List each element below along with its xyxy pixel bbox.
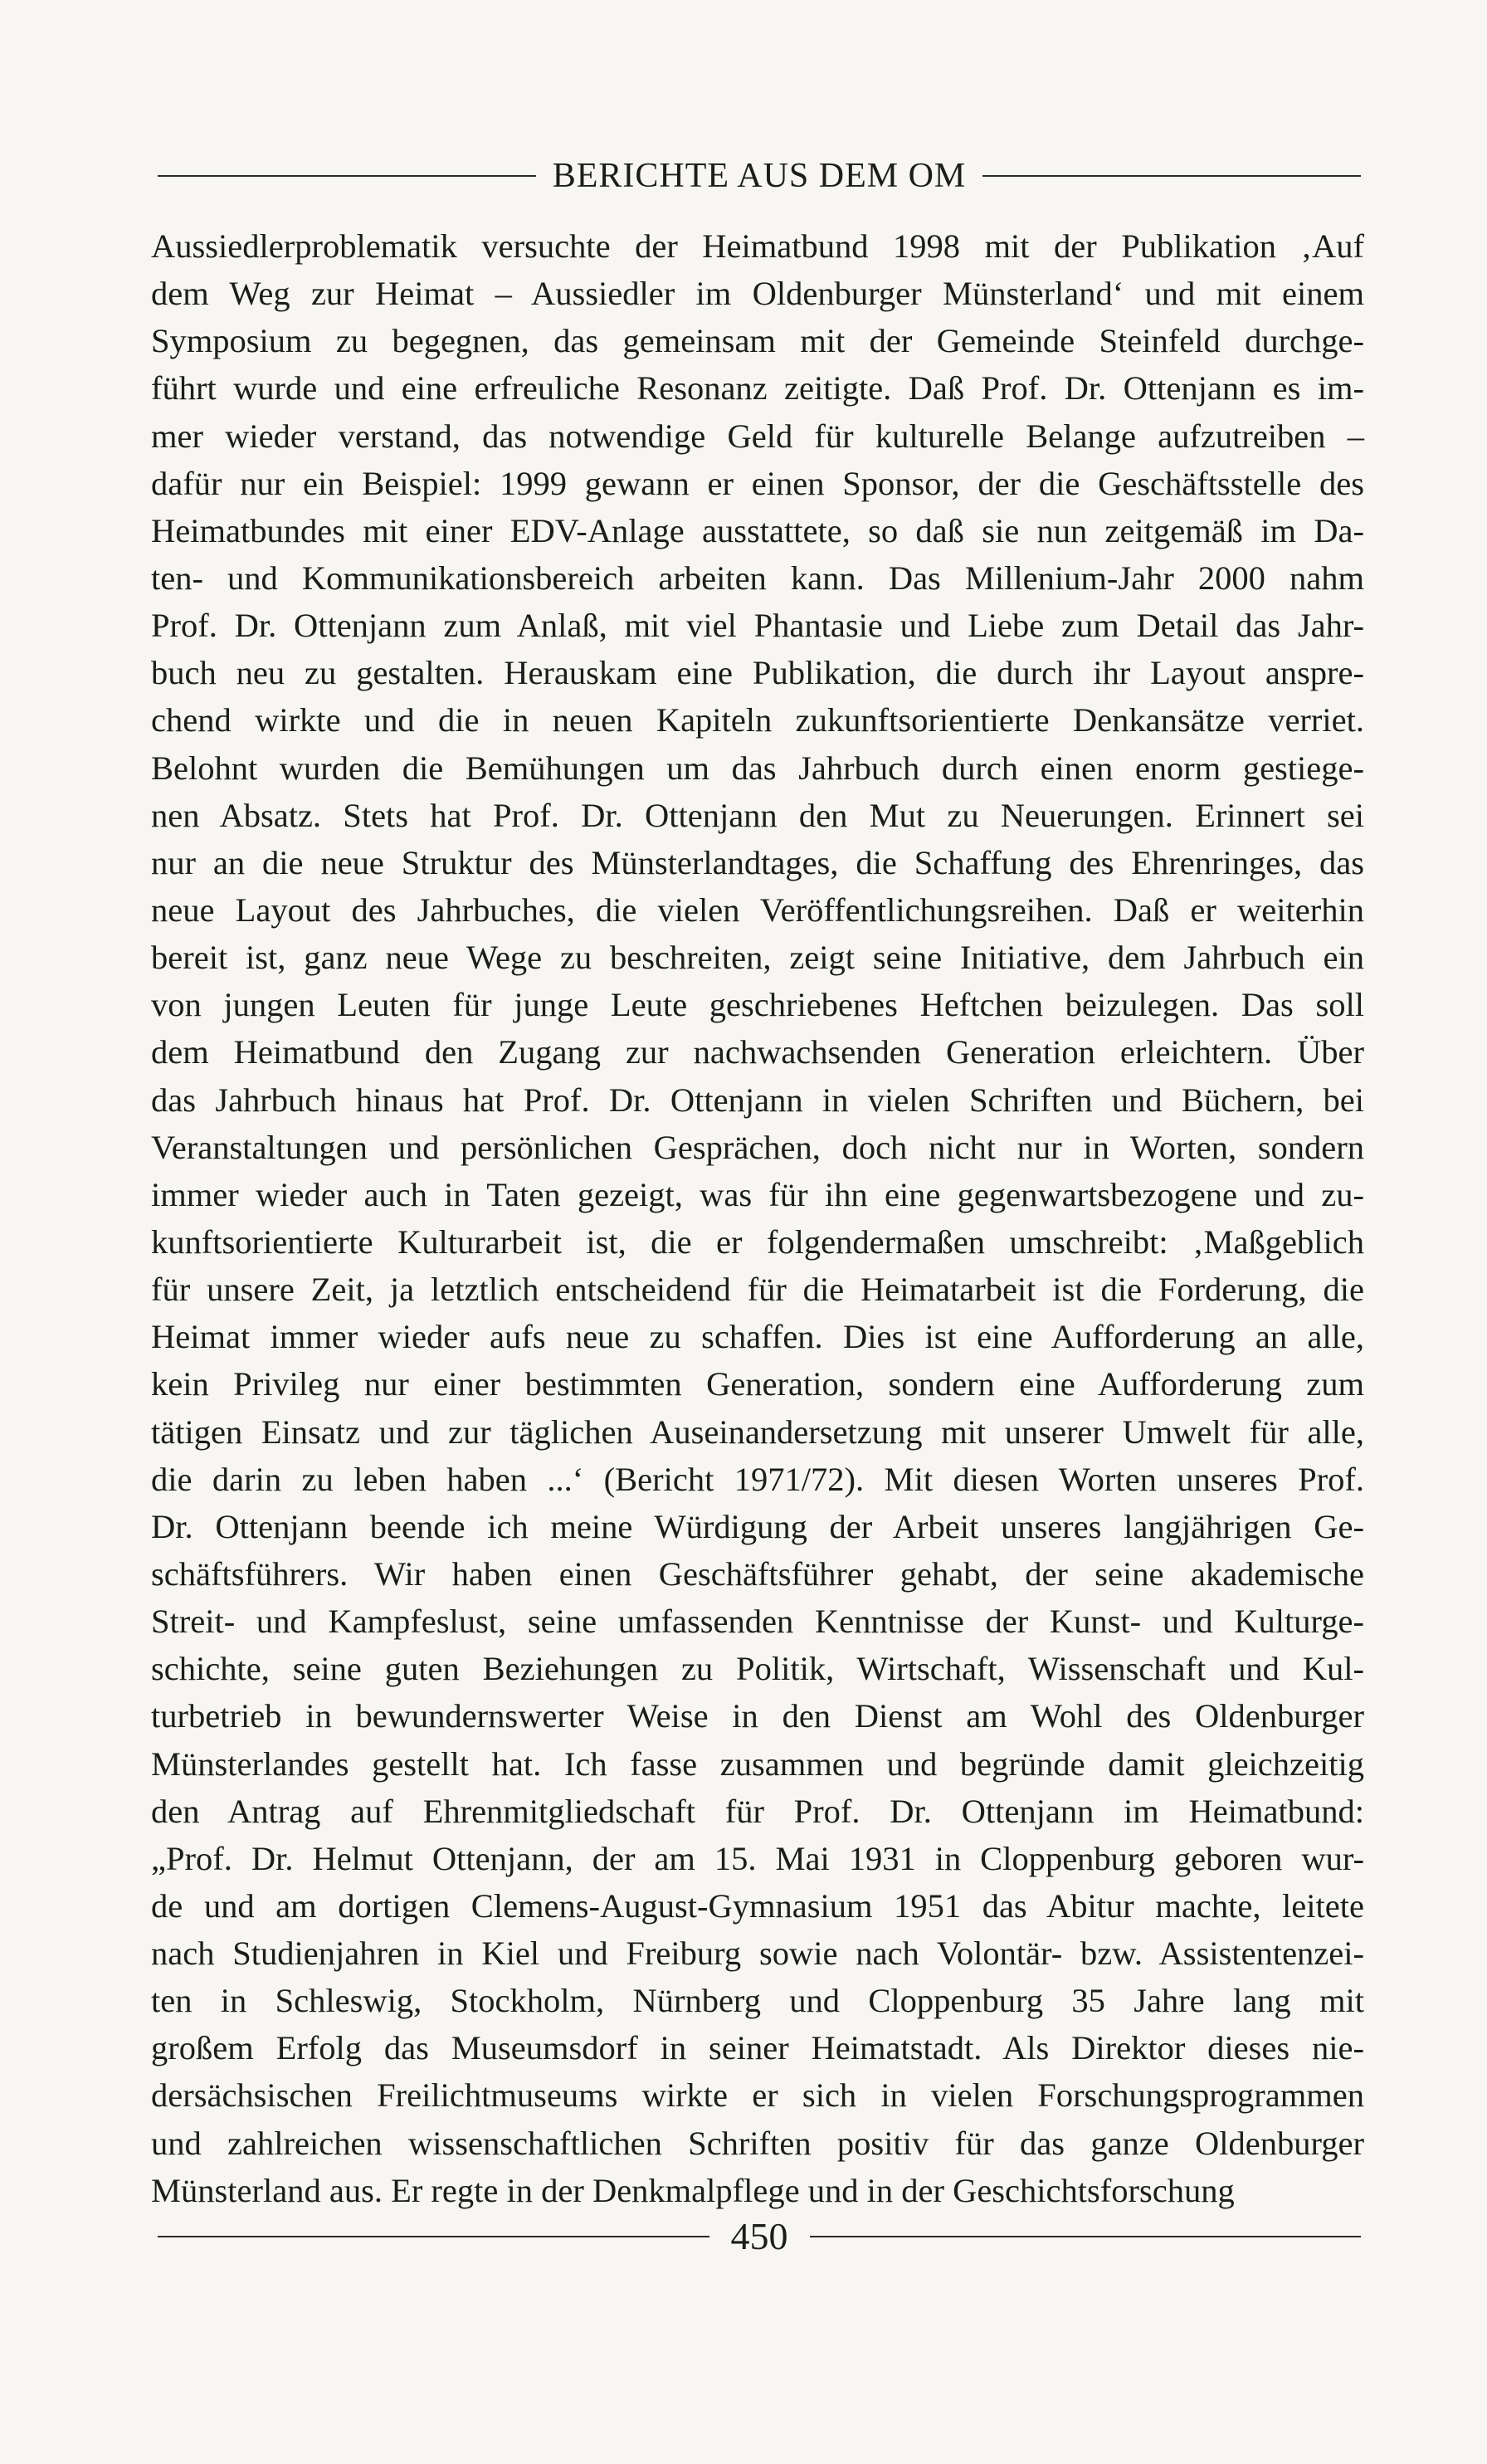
- text-line: und zahlreichen wissenschaftlichen Schriften positiv für das ganze Oldenburger: [151, 2124, 1364, 2162]
- text-line: großem Erfolg das Museumsdorf in seiner Heimatstadt. Als Direktor dieses nie-: [151, 2029, 1364, 2067]
- running-header: [158, 156, 1361, 196]
- footer-rule-right: [810, 2236, 1362, 2237]
- text-line: kein Privileg nur einer bestimmten Generation, sondern eine Aufforderung zum: [151, 1365, 1364, 1403]
- text-line: von jungen Leuten für junge Leute geschriebenes Heftchen beizulegen. Das soll: [151, 986, 1364, 1024]
- text-line: die darin zu leben haben ...‘ (Bericht 1971/72). Mit diesen Worten unseres Prof.: [151, 1460, 1364, 1498]
- text-line: Symposium zu begegnen, das gemeinsam mit der Gemeinde Steinfeld durchge-: [151, 322, 1364, 360]
- header-rule-left: [158, 175, 536, 177]
- text-line: für unsere Zeit, ja letztlich entscheidend für die Heimatarbeit ist die Forderung, die: [151, 1271, 1364, 1309]
- text-line: dafür nur ein Beispiel: 1999 gewann er einen Sponsor, der die Geschäftsstelle des: [151, 464, 1364, 502]
- text-line: Heimatbundes mit einer EDV-Anlage ausstattete, so daß sie nun zeitgemäß im Da-: [151, 511, 1364, 549]
- text-line: Belohnt wurden die Bemühungen um das Jahrbuch durch einen enorm gestiege-: [151, 749, 1364, 787]
- text-line: nur an die neue Struktur des Münsterlandtages, die Schaffung des Ehrenringes, das: [151, 843, 1364, 881]
- text-line: neue Layout des Jahrbuches, die vielen Veröffentlichungsreihen. Daß er weiterhin: [151, 890, 1364, 929]
- text-line: dem Weg zur Heimat – Aussiedler im Oldenburger Münsterland‘ und mit einem: [151, 275, 1364, 313]
- text-line: dem Heimatbund den Zugang zur nachwachsenden Generation erleichtern. Über: [151, 1033, 1364, 1071]
- text-line: Aussiedlerproblematik versuchte der Heimatbund 1998 mit der Publikation ‚Auf: [151, 227, 1364, 265]
- text-line: immer wieder auch in Taten gezeigt, was für ihn eine gegenwartsbezogene und zu-: [151, 1175, 1364, 1213]
- text-line: chend wirkte und die in neuen Kapiteln zukunftsorientierte Denkansätze verriet.: [151, 701, 1364, 739]
- text-line: bereit ist, ganz neue Wege zu beschreiten, zeigt seine Initiative, dem Jahrbuch ein: [151, 939, 1364, 977]
- text-line: dersächsischen Freilichtmuseums wirkte er sich in vielen Forschungsprogrammen: [151, 2076, 1364, 2115]
- text-line: buch neu zu gestalten. Herauskam eine Publikation, die durch ihr Layout anspre-: [151, 654, 1364, 692]
- text-line: Dr. Ottenjann beende ich meine Würdigung der Arbeit unseres langjährigen Ge-: [151, 1507, 1364, 1545]
- text-line: Münsterland aus. Er regte in der Denkmalpflege und in der Geschichtsforschung: [151, 2171, 1235, 2209]
- text-line: schichte, seine guten Beziehungen zu Politik, Wirtschaft, Wissenschaft und Kul-: [151, 1650, 1364, 1688]
- text-line: Veranstaltungen und persönlichen Gesprächen, doch nicht nur in Worten, sondern: [151, 1128, 1364, 1166]
- text-line: turbetrieb in bewundernswerter Weise in den Dienst am Wohl des Oldenburger: [151, 1697, 1364, 1735]
- text-line: schäftsführers. Wir haben einen Geschäftsführer gehabt, der seine akademische: [151, 1554, 1364, 1593]
- text-line: Münsterlandes gestellt hat. Ich fasse zusammen und begründe damit gleichzeitig: [151, 1744, 1364, 1783]
- text-line: mer wieder verstand, das notwendige Geld für kulturelle Belange aufzutreiben –: [151, 417, 1364, 455]
- text-line: nen Absatz. Stets hat Prof. Dr. Ottenjann den Mut zu Neuerungen. Erinnert sei: [151, 796, 1364, 834]
- text-line: führt wurde und eine erfreuliche Resonanz zeitigte. Daß Prof. Dr. Ottenjann es im-: [151, 369, 1364, 407]
- text-line: den Antrag auf Ehrenmitgliedschaft für Prof. Dr. Ottenjann im Heimatbund:: [151, 1792, 1364, 1830]
- text-line: ten in Schleswig, Stockholm, Nürnberg und Cloppenburg 35 Jahre lang mit: [151, 1982, 1364, 2020]
- page-number: 450: [730, 2215, 788, 2257]
- header-rule-right: [982, 175, 1361, 177]
- text-line: tätigen Einsatz und zur täglichen Auseinandersetzung mit unserer Umwelt für alle,: [151, 1413, 1364, 1451]
- page-footer: [158, 2214, 1361, 2258]
- text-line: „Prof. Dr. Helmut Ottenjann, der am 15. Mai 1931 in Cloppenburg geboren wur-: [151, 1839, 1364, 1877]
- text-line: Heimat immer wieder aufs neue zu schaffen. Dies ist eine Aufforderung an alle,: [151, 1318, 1364, 1356]
- header-title: BERICHTE AUS DEM OM: [552, 157, 967, 195]
- text-line: das Jahrbuch hinaus hat Prof. Dr. Ottenjann in vielen Schriften und Büchern, bei: [151, 1081, 1364, 1119]
- text-line: nach Studienjahren in Kiel und Freiburg sowie nach Volontär- bzw. Assistentenzei-: [151, 1935, 1364, 1973]
- body-text: [151, 222, 1364, 2214]
- text-line: Prof. Dr. Ottenjann zum Anlaß, mit viel Phantasie und Liebe zum Detail das Jahr-: [151, 607, 1364, 645]
- footer-rule-left: [158, 2236, 709, 2237]
- text-line: kunftsorientierte Kulturarbeit ist, die er folgendermaßen umschreibt: ‚Maßgeblich: [151, 1222, 1364, 1261]
- text-line: ten- und Kommunikationsbereich arbeiten kann. Das Millenium-Jahr 2000 nahm: [151, 559, 1364, 597]
- text-line: de und am dortigen Clemens-August-Gymnasium 1951 das Abitur machte, leitete: [151, 1886, 1364, 1925]
- text-line: Streit- und Kampfeslust, seine umfassenden Kenntnisse der Kunst- und Kulturge-: [151, 1603, 1364, 1641]
